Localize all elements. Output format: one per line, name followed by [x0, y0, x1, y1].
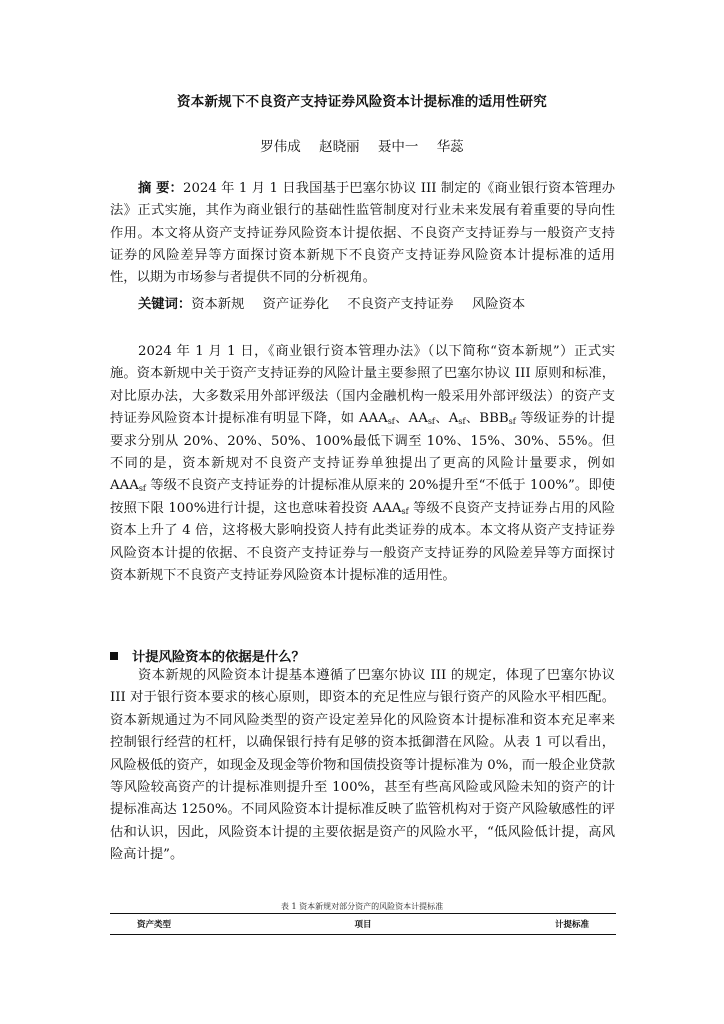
keyword: 不良资产支持证券 [347, 297, 454, 312]
rating-subscript: sf [508, 417, 516, 427]
keywords-label: 关键词： [138, 297, 192, 312]
author-name: 华蕊 [436, 139, 464, 155]
paragraph-text: 等级不良资产支持证券的计提标准从原来的 20%提升至“不低于 100%”。即使按照下限 100%进行计提，这也意味着投资 AAA [110, 478, 615, 516]
paragraph-text: 2024 年 1 月 1 日，《商业银行资本管理办法》（以下简称“资本新规”）正式实施。资本新规中关于资产支持证券的风险计量主要参照了巴塞尔协议 III 原则和标准，对比原办法，大多数采用外部评级法（国内金融机构一般采用外部评级法）的资产支持证券风险资本计提标准有明显下降，如 AAA [110, 344, 615, 427]
paragraph-text: 、AA [394, 411, 428, 427]
keyword: 资产证券化 [262, 297, 330, 312]
keyword: 资本新规 [191, 297, 245, 312]
author-list [0, 135, 724, 155]
rating-subscript: sf [427, 417, 435, 427]
paper-title: 资本新规下不良资产支持证券风险资本计提标准的适用性研究 [177, 94, 547, 110]
rating-subscript: sf [458, 417, 466, 427]
table-caption: 表 1 资本新规对部分资产的风险资本计提标准 [280, 902, 444, 911]
square-bullet-icon [110, 652, 118, 660]
table-header-row [110, 914, 616, 934]
section-heading [110, 646, 615, 665]
abstract [110, 178, 615, 289]
abstract-text: 2024 年 1 月 1 日我国基于巴塞尔协议 III 制定的《商业银行资本管理办法》正式实施，其作为商业银行的基础性监管制度对行业未来发展有着重要的导向性作用。本文将从资产支持证券风险资本计提依据、不良资产支持证券与一般资产支持证券的风险差异等方面探讨资本新规下不良资产支持证券风险资本计提标准的适用性，以期为市场参与者提供不同的分析视角。 [110, 181, 615, 286]
rating-subscript: sf [401, 506, 409, 516]
section-heading-text: 计提风险资本的依据是什么？ [132, 650, 305, 665]
rating-subscript: sf [387, 417, 395, 427]
table-header-cell: 项目 [354, 920, 372, 930]
abstract-label: 摘 要： [138, 181, 183, 196]
author-name: 聂中一 [377, 139, 419, 155]
paragraph-text: 、A [434, 411, 459, 427]
keyword: 风险资本 [471, 297, 526, 312]
keywords [138, 293, 618, 312]
paragraph-text: 等级证券的计提要求分别从 20%、20%、50%、100%最低下调至 10%、15%、30%、55%。但不同的是，资本新规对不良资产支持证券单独提出了更高的风险计量要求，例如 AAA [110, 411, 615, 494]
table-header-cell: 资产类型 [136, 920, 171, 930]
author-name: 罗伟成 [260, 139, 301, 155]
author-name: 赵晓丽 [319, 139, 360, 155]
table-header-cell: 计提标准 [554, 920, 589, 930]
rating-subscript: sf [138, 484, 146, 494]
paragraph-text: 等级不良资产支持证券占用的风险资本上升了 4 倍，这将极大影响投资人持有此类证券的成本。本文将从资产支持证券风险资本计提的依据、不良资产支持证券与一般资产支持证券的风险差异等方面探讨资本新规下不良资产支持证券风险资本计提标准的适用性。 [110, 500, 615, 584]
table [110, 913, 616, 935]
intro-paragraph [110, 341, 615, 587]
paragraph-text: 、BBB [465, 411, 509, 427]
section-paragraph: 资本新规的风险资本计提基本遵循了巴塞尔协议 III 的规定，体现了巴塞尔协议 III 对于银行资本要求的核心原则，即资本的充足性应与银行资产的风险水平相匹配。资本新规通过为不同风险类型的资产设定差异化的风险资本计提标准和资本充足率来控制银行经营的杠杆，以确保银行持有足够的资本抵御潜在风险。从表 1 可以看出，风险极低的资产，如现金及现金等价物和国债投资等计提标准为 0%，而一般企业贷款等风险较高资产的计提标准则提升至 100%，甚至有些高风险或风险未知的资产的计提标准高达 1250%。不同风险资本计提标准反映了监管机构对于资产风险敏感性的评估和认识，因此，风险资本计提的主要依据是资产的风险水平，“低风险低计提，高风险高计提”。 [110, 668, 615, 863]
